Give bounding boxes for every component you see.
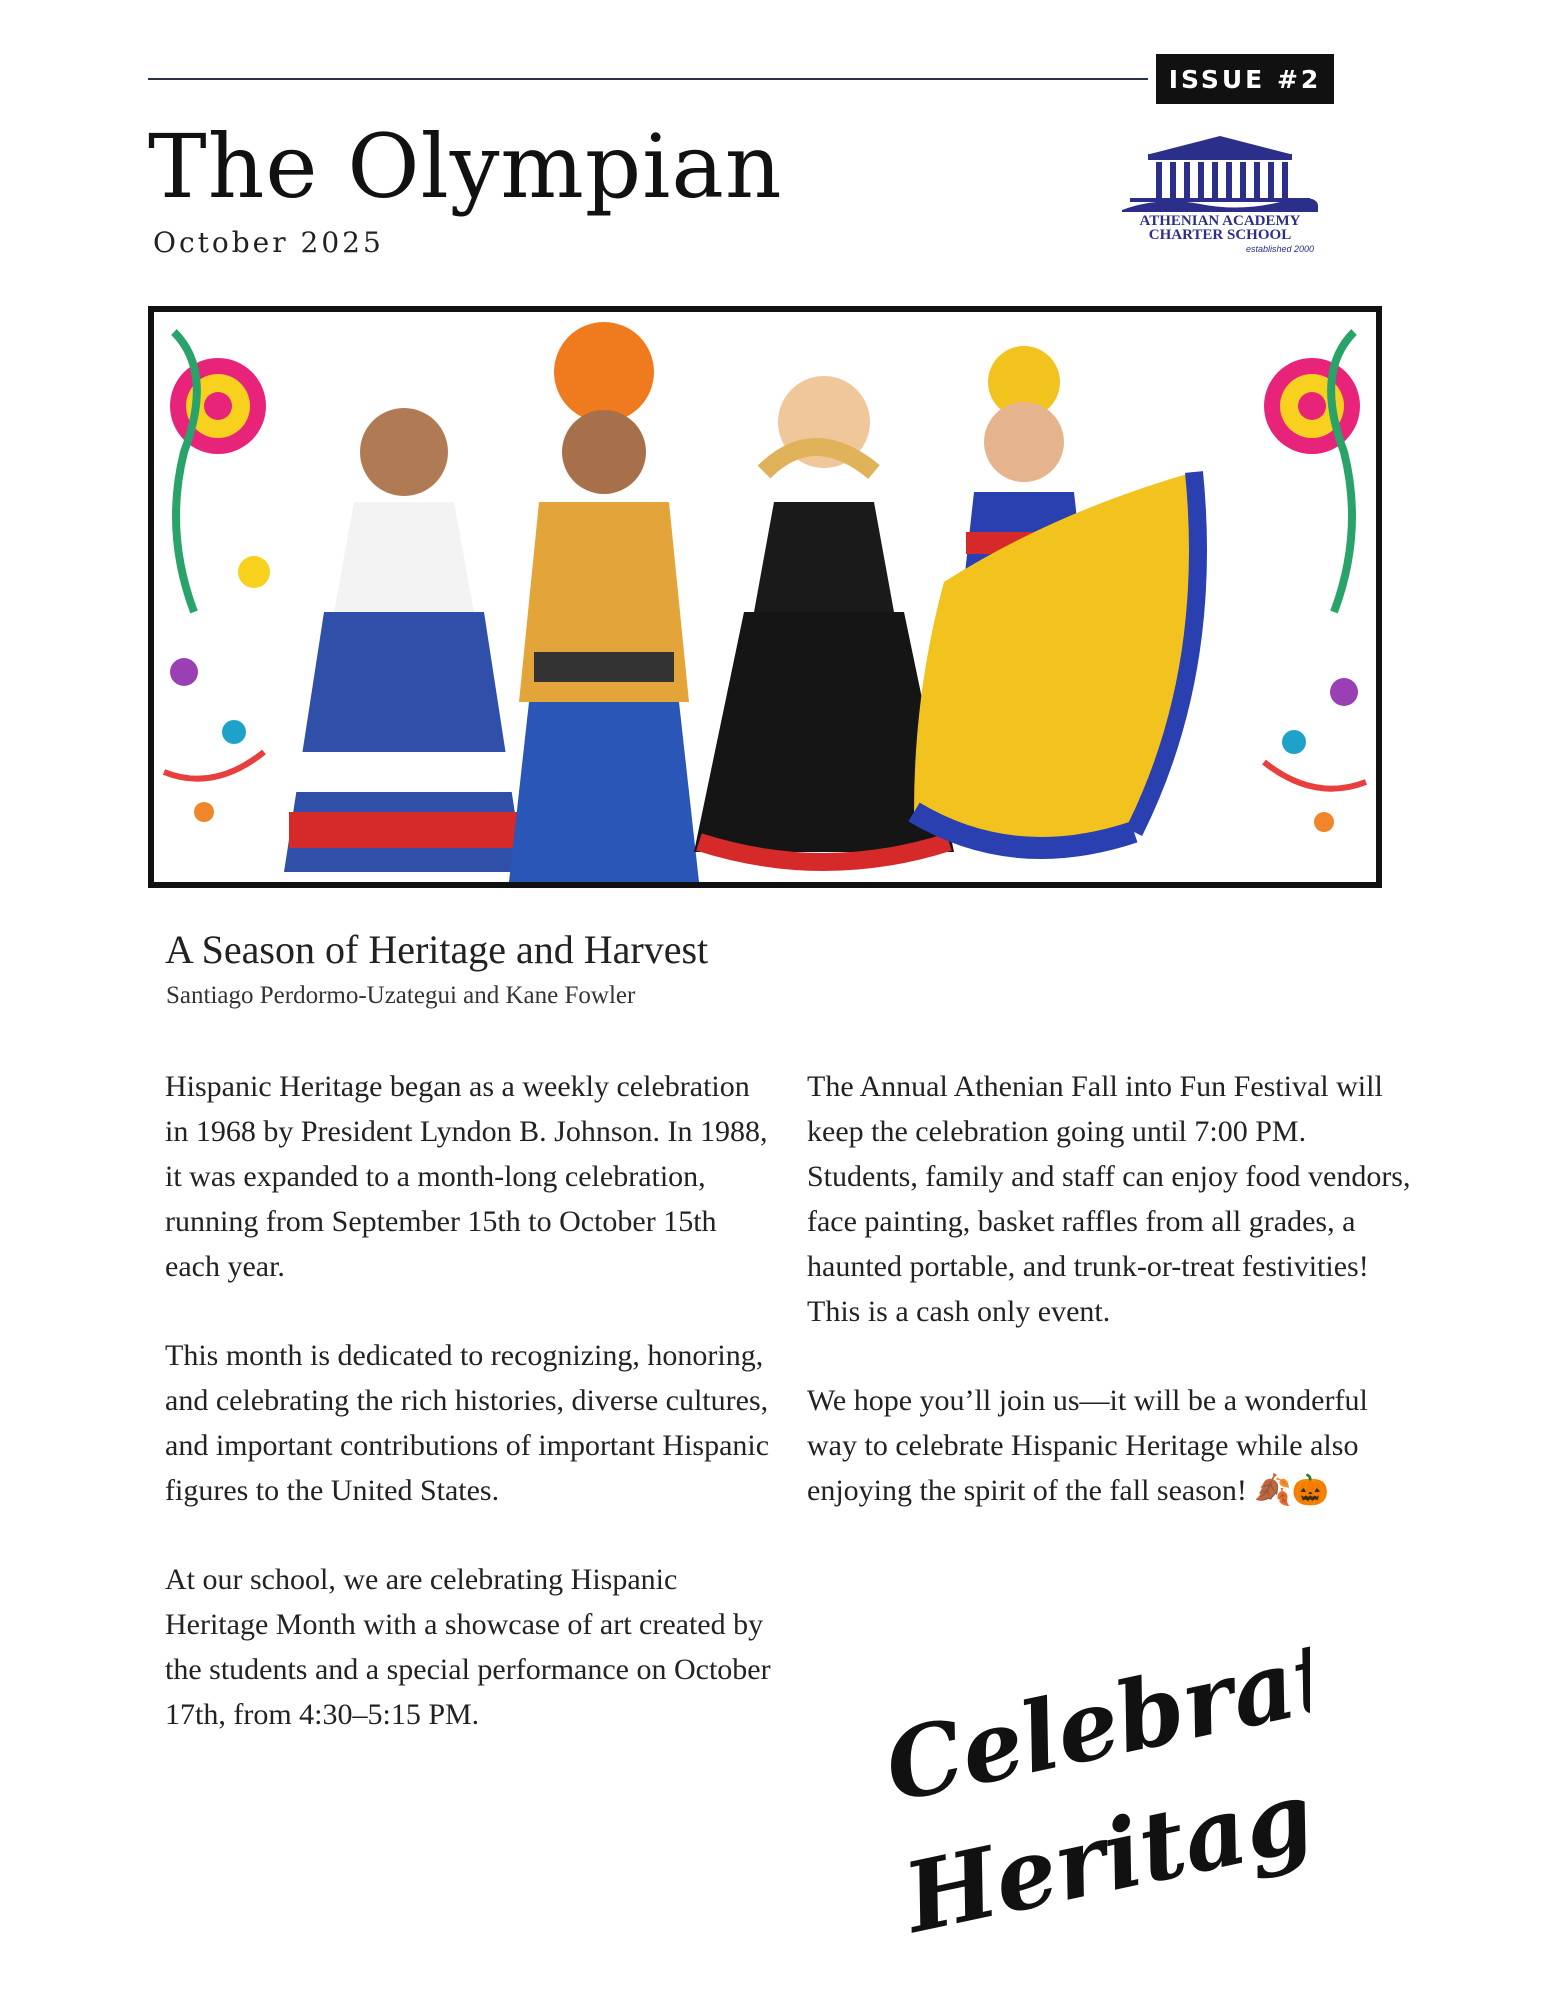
logo-established: established 2000 (1245, 244, 1314, 254)
article-column-left (165, 1064, 775, 1781)
article-headline: A Season of Heritage and Harvest (165, 927, 709, 972)
article-byline: Santiago Perdormo-Uzategui and Kane Fowler (166, 982, 636, 1009)
child-figure-4 (914, 346, 1198, 848)
right-paragraph-2: We hope you’ll join us—it will be a wonderful way to celebrate Hispanic Heritage while also enjoying the spirit of the fall season! 🍂🎃 (807, 1384, 1368, 1507)
children-costumes-illustration (154, 312, 1376, 882)
issue-date: October 2025 (153, 226, 384, 259)
left-paragraph-3: At our school, we are celebrating Hispanic Heritage Month with a showcase of art created by the students and a special performance on October 17th, from 4:30–5:15 PM. (165, 1563, 771, 1731)
child-figure-1 (284, 408, 524, 872)
school-logo (1120, 132, 1320, 260)
child-figure-2 (509, 322, 699, 882)
newsletter-title: The Olympian (148, 115, 783, 218)
article-column-right (807, 1064, 1417, 1557)
parthenon-icon (1120, 132, 1320, 212)
left-paragraph-2: This month is dedicated to recognizing, honoring, and celebrating the rich histories, diverse cultures, and important contributions of important Hispanic figures to the United States. (165, 1339, 770, 1507)
floral-decoration-right (1264, 332, 1366, 832)
header-rule (148, 78, 1148, 80)
floral-decoration-left (164, 332, 270, 822)
celebrate-heritage-graphic (870, 1610, 1310, 1940)
celebrate-text: Celebrate (875, 1610, 1310, 1825)
heritage-text: Heritage (895, 1745, 1310, 1940)
logo-name-line1: ATHENIAN ACADEMY (1139, 213, 1301, 229)
logo-name-line2: CHARTER SCHOOL (1148, 227, 1292, 243)
celebrate-heritage-lettering (870, 1610, 1310, 1940)
heritage-photo (148, 306, 1382, 888)
right-paragraph-1: The Annual Athenian Fall into Fun Festival will keep the celebration going until 7:00 PM. Students, family and staff can enjoy food vendors, face painting, basket raffles from all grades, a haunted portable, and trunk-or-treat festivities! This is a cash only event. (807, 1070, 1411, 1328)
issue-badge: ISSUE #2 (1156, 54, 1334, 104)
left-paragraph-1: Hispanic Heritage began as a weekly celebration in 1968 by President Lyndon B. Johnson. In 1988, it was expanded to a month-long celebration, running from September 15th to October 15th each year. (165, 1070, 768, 1283)
